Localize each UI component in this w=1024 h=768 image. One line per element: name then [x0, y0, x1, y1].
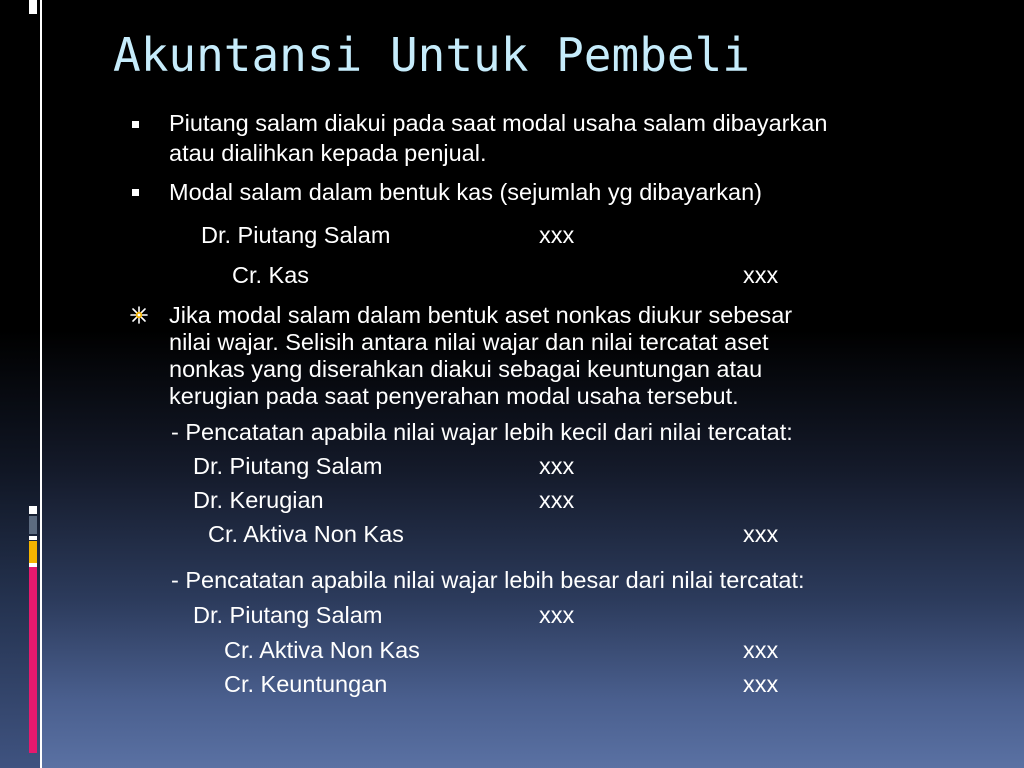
square-bullet-icon [132, 189, 139, 196]
square-bullet-icon [132, 121, 139, 128]
bullet1-line1: Piutang salam diakui pada saat modal usaha salam dibayarkan [169, 110, 828, 136]
case1-amount-2: xxx [539, 487, 575, 513]
bullet3-line3: nonkas yang diserahkan diakui sebagai keuntungan atau [169, 356, 763, 382]
bullet1-line2: atau dialihkan kepada penjual. [169, 140, 487, 166]
case2-account-3: Cr. Keuntungan [224, 671, 388, 697]
case2-amount-1: xxx [539, 602, 575, 628]
case1-account-1: Dr. Piutang Salam [193, 453, 383, 479]
white-stripe-upper [29, 0, 37, 14]
bullet3-line1: Jika modal salam dalam bentuk aset nonkas diukur sebesar [169, 302, 793, 328]
case1-account-3: Cr. Aktiva Non Kas [208, 521, 404, 547]
case1-amount-1: xxx [539, 453, 575, 479]
case1-amount-3: xxx [743, 521, 779, 547]
journal1-amount-1: xxx [539, 222, 575, 248]
case2-heading: - Pencatatan apabila nilai wajar lebih besar dari nilai tercatat: [171, 567, 805, 593]
case2-amount-2: xxx [743, 637, 779, 663]
case2-amount-3: xxx [743, 671, 779, 697]
case2-account-1: Dr. Piutang Salam [193, 602, 383, 628]
bullet3-line4: kerugian pada saat penyerahan modal usaha tersebut. [169, 383, 739, 409]
white-stripe-2 [29, 536, 37, 540]
journal1-account-2: Cr. Kas [232, 262, 310, 288]
journal1-account-1: Dr. Piutang Salam [201, 222, 391, 248]
case2-account-2: Cr. Aktiva Non Kas [224, 637, 420, 663]
case1-heading: - Pencatatan apabila nilai wajar lebih kecil dari nilai tercatat: [171, 419, 793, 445]
bullet3-line2: nilai wajar. Selisih antara nilai wajar dan nilai tercatat aset [169, 329, 769, 355]
yellow-stripe [29, 541, 37, 563]
starburst-icon [129, 305, 149, 325]
white-stripe [29, 506, 37, 514]
magenta-stripe [29, 567, 37, 753]
case1-account-2: Dr. Kerugian [193, 487, 324, 513]
gray-stripe [29, 516, 37, 534]
journal1-amount-2: xxx [743, 262, 779, 288]
slide-title: Akuntansi Untuk Pembeli [113, 28, 750, 82]
bullet2-text: Modal salam dalam bentuk kas (sejumlah yg dibayarkan) [169, 179, 763, 205]
left-divider-line [40, 0, 42, 768]
